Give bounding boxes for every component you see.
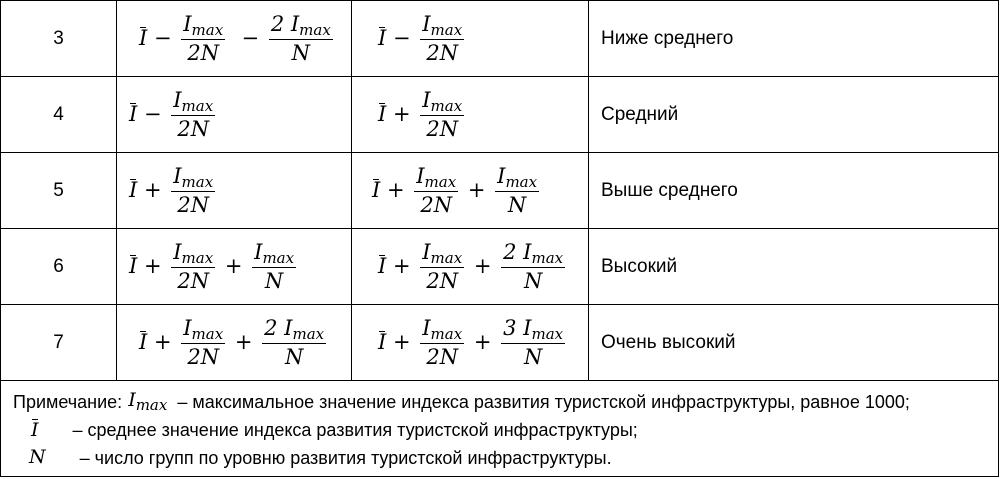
operator: − <box>386 26 418 51</box>
fraction-denominator: N <box>264 269 284 294</box>
formula <box>352 165 588 217</box>
operator: + <box>218 254 250 279</box>
fraction-denominator: 2N <box>187 41 220 66</box>
formula <box>352 89 588 141</box>
operator: + <box>228 330 260 355</box>
fraction <box>181 13 225 65</box>
level-name: Ниже среднего <box>589 1 999 77</box>
lower-bound-formula-cell <box>117 229 352 305</box>
fraction <box>171 165 215 217</box>
fraction-numerator: 2 $I_{max}$ <box>270 11 331 39</box>
mean-index-symbol: I <box>139 330 148 355</box>
fraction <box>420 241 464 293</box>
upper-bound-formula-cell <box>352 77 589 153</box>
fraction-numerator: $I_{max}$ <box>422 239 463 267</box>
fraction-denominator: 2N <box>426 117 459 142</box>
fraction-numerator: $I_{max}$ <box>422 87 463 115</box>
fraction-denominator: 2N <box>426 269 459 294</box>
group-number: 3 <box>1 1 117 77</box>
level-row <box>1 229 999 305</box>
mean-index-symbol: I <box>129 254 138 279</box>
operator: − <box>147 26 179 51</box>
lower-bound-formula-cell <box>117 153 352 229</box>
fraction-denominator: N <box>523 269 543 294</box>
note-line-ibar <box>13 417 990 445</box>
lower-bound-formula-cell <box>117 1 352 77</box>
group-number: 5 <box>1 153 117 229</box>
imax-symbol: $I_{max}$ <box>128 389 168 414</box>
note-cell <box>1 381 999 477</box>
fraction-denominator: 2N <box>177 193 210 218</box>
formula <box>117 317 351 369</box>
fraction-denominator: N <box>507 193 527 218</box>
fraction-numerator: $I_{max}$ <box>183 11 224 39</box>
level-row <box>1 1 999 77</box>
formula <box>352 317 588 369</box>
fraction-numerator: $I_{max}$ <box>422 11 463 39</box>
fraction-denominator: 2N <box>187 345 220 370</box>
fraction <box>420 89 464 141</box>
fraction-numerator: 2 $I_{max}$ <box>503 239 564 267</box>
mean-index-symbol: I <box>378 254 387 279</box>
fraction-numerator: $I_{max}$ <box>416 163 457 191</box>
level-name: Средний <box>589 77 999 153</box>
operator: + <box>467 330 499 355</box>
note-line-n <box>13 444 990 472</box>
note-line-imax <box>13 387 990 417</box>
fraction-denominator: N <box>284 345 304 370</box>
fraction <box>171 89 215 141</box>
mean-index-symbol: I <box>378 330 387 355</box>
formula <box>117 89 351 141</box>
fraction-numerator: $I_{max}$ <box>173 163 214 191</box>
operator: + <box>386 330 418 355</box>
imax-definition: – максимальное значение индекса развития туристской инфраструктуры, равное 1000; <box>177 391 910 412</box>
mean-index-symbol: I <box>378 26 387 51</box>
operator: + <box>461 178 493 203</box>
level-name: Высокий <box>589 229 999 305</box>
operator: + <box>386 102 418 127</box>
operator: − <box>228 26 266 51</box>
fraction-numerator: $I_{max}$ <box>497 163 538 191</box>
fraction-denominator: 2N <box>420 193 453 218</box>
fraction-numerator: $I_{max}$ <box>173 87 214 115</box>
operator: + <box>137 178 169 203</box>
level-name: Выше среднего <box>589 153 999 229</box>
upper-bound-formula-cell <box>352 1 589 77</box>
fraction-numerator: 3 $I_{max}$ <box>503 315 564 343</box>
ibar-definition: – среднее значение индекса развития туристской инфраструктуры; <box>72 420 638 441</box>
fraction-numerator: $I_{max}$ <box>183 315 224 343</box>
upper-bound-formula-cell <box>352 153 589 229</box>
operator: + <box>380 178 412 203</box>
upper-bound-formula-cell <box>352 305 589 381</box>
level-row <box>1 77 999 153</box>
formula <box>352 241 588 293</box>
group-number: 6 <box>1 229 117 305</box>
operator: + <box>147 330 179 355</box>
fraction-denominator: 2N <box>177 269 210 294</box>
mean-index-symbol: I <box>139 26 148 51</box>
fraction-denominator: 2N <box>177 117 210 142</box>
fraction-denominator: N <box>523 345 543 370</box>
operator: − <box>137 102 169 127</box>
mean-index-symbol: I <box>129 102 138 127</box>
upper-bound-formula-cell <box>352 229 589 305</box>
fraction-numerator: $I_{max}$ <box>173 239 214 267</box>
note-prefix: Примечание: <box>13 391 123 412</box>
fraction <box>495 165 539 217</box>
fraction <box>252 241 296 293</box>
level-row <box>1 305 999 381</box>
fraction-numerator: $I_{max}$ <box>422 315 463 343</box>
formula <box>352 13 588 65</box>
fraction <box>181 317 225 369</box>
fraction <box>414 165 458 217</box>
level-name: Очень высокий <box>589 305 999 381</box>
group-number: 7 <box>1 305 117 381</box>
operator: + <box>137 254 169 279</box>
fraction <box>171 241 215 293</box>
level-row <box>1 153 999 229</box>
fraction-numerator: 2 $I_{max}$ <box>264 315 325 343</box>
lower-bound-formula-cell <box>117 305 352 381</box>
fraction <box>501 317 565 369</box>
fraction <box>420 317 464 369</box>
fraction-numerator: $I_{max}$ <box>254 239 295 267</box>
fraction <box>269 13 333 65</box>
formula <box>117 241 351 293</box>
fraction-denominator: 2N <box>426 41 459 66</box>
formula <box>117 13 351 65</box>
mean-index-symbol: I <box>378 102 387 127</box>
mean-index-symbol: I <box>129 178 138 203</box>
group-number: 4 <box>1 77 117 153</box>
operator: + <box>386 254 418 279</box>
lower-bound-formula-cell <box>117 77 352 153</box>
formula <box>117 165 351 217</box>
mean-index-symbol: I <box>372 178 381 203</box>
fraction <box>420 13 464 65</box>
n-definition: – число групп по уровню развития туристской инфраструктуры. <box>79 448 612 469</box>
fraction <box>501 241 565 293</box>
fraction-denominator: 2N <box>426 345 459 370</box>
fraction-denominator: N <box>291 41 310 66</box>
note-row <box>1 381 999 477</box>
ibar-symbol: I <box>31 418 39 441</box>
n-symbol: N <box>29 446 46 469</box>
operator: + <box>467 254 499 279</box>
fraction <box>262 317 326 369</box>
